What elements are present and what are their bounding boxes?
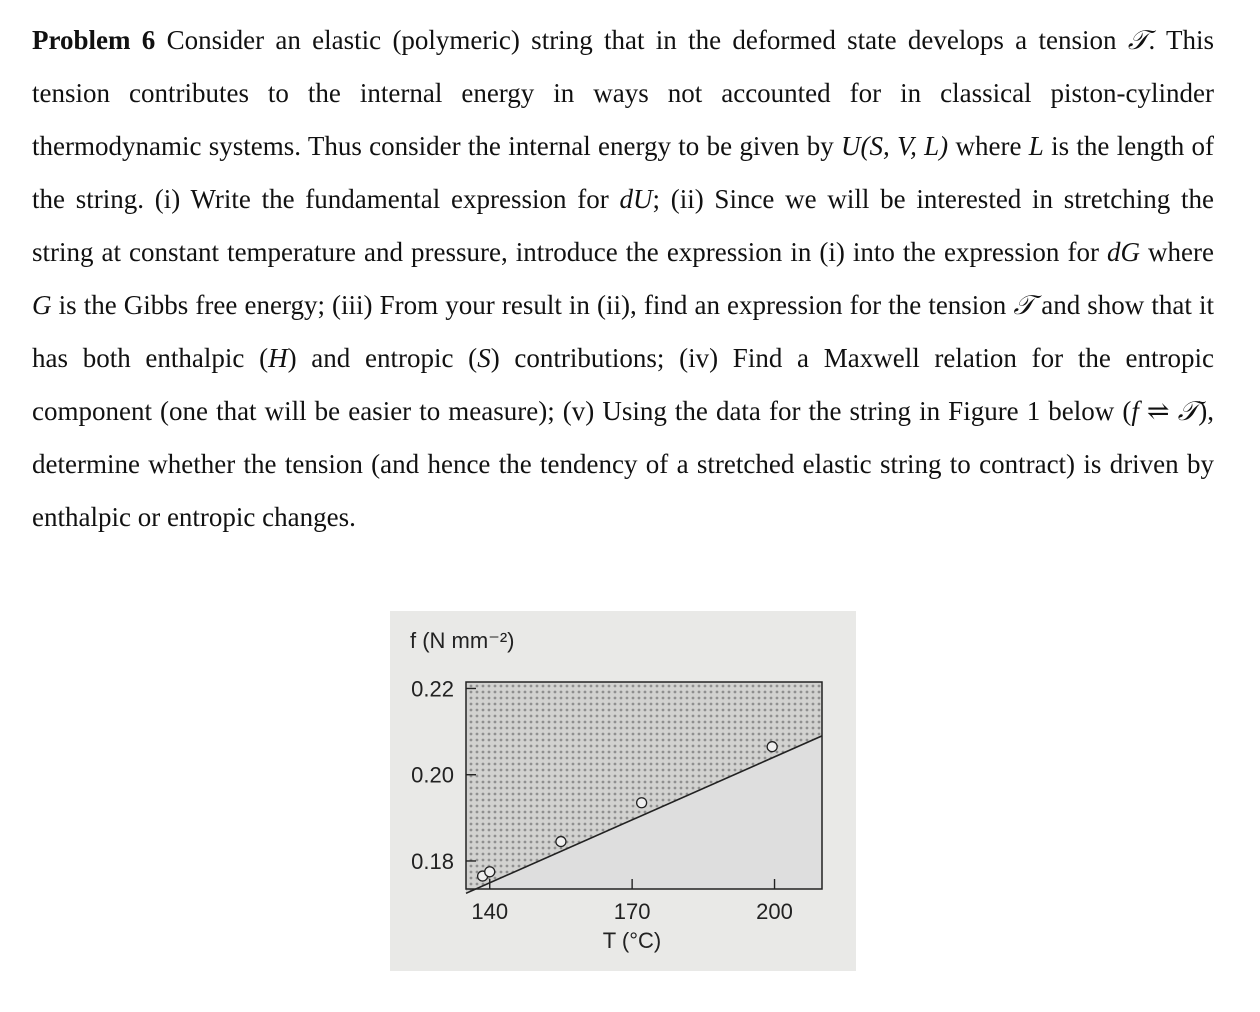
du-variable: dU <box>619 184 653 214</box>
enthalpy-variable: H <box>268 343 288 373</box>
x-tick-label: 170 <box>613 899 651 924</box>
f-equiv-expression: f ⇌ 𝒯 <box>1131 396 1199 426</box>
data-point <box>556 837 566 847</box>
problem-label: Problem 6 <box>32 25 156 55</box>
x-tick-label: 140 <box>471 899 509 924</box>
text-segment: where <box>948 131 1029 161</box>
data-point <box>485 867 495 877</box>
text-segment: and show that it has both enthalpic ( <box>32 290 1215 373</box>
internal-energy-expression: U(S, V, L) <box>841 131 949 161</box>
y-tick-label: 0.22 <box>411 676 454 702</box>
data-point <box>767 742 777 752</box>
text-segment: is the length of the string. (i) Write the fundamental expression for <box>32 131 1215 214</box>
text-segment: . This tension contributes to the internal energy in ways not accounted for in classical piston-cylinder thermodynamic systems. Thus consider the internal energy to be given by <box>32 25 1215 161</box>
tension-symbol: 𝒯 <box>1013 290 1035 320</box>
text-segment: ; (ii) Since we will be interested in stretching the string at constant temperature and pressure, introduce the expression in (i) into the expression for <box>32 184 1214 267</box>
x-tick-label: 200 <box>756 899 793 924</box>
text-segment: where <box>1139 237 1214 267</box>
text-segment: Consider an elastic (polymeric) string that in the deformed state develops a tension <box>155 25 1128 55</box>
text-segment: ) contributions; (iv) Find a Maxwell relation for the entropic component (one that will be easier to measure); (v) Using the data for the string in Figure 1 below ( <box>32 343 1214 426</box>
y-axis-label: f (N mm⁻²) <box>410 628 515 653</box>
text-segment: is the Gibbs free energy; (iii) From your result in (ii), find an expression for the tension <box>51 290 1014 320</box>
entropy-variable: S <box>477 343 491 373</box>
length-variable: L <box>1028 131 1044 161</box>
tension-symbol: 𝒯 <box>1127 25 1149 55</box>
text-segment: ) and entropic ( <box>287 343 478 373</box>
y-tick-label: 0.18 <box>411 848 454 874</box>
problem-statement <box>32 14 1214 544</box>
figure-1 <box>390 611 856 971</box>
text-segment: ), determine whether the tension (and hence the tendency of a stretched elastic string to contract) is driven by enthalpic or entropic changes. <box>32 396 1215 532</box>
x-axis-label: T (°C) <box>602 928 662 953</box>
g-variable: G <box>32 290 52 320</box>
tension-temperature-chart <box>390 611 856 971</box>
y-tick-label: 0.20 <box>411 762 454 788</box>
data-point <box>637 798 647 808</box>
dg-variable: dG <box>1106 237 1140 267</box>
